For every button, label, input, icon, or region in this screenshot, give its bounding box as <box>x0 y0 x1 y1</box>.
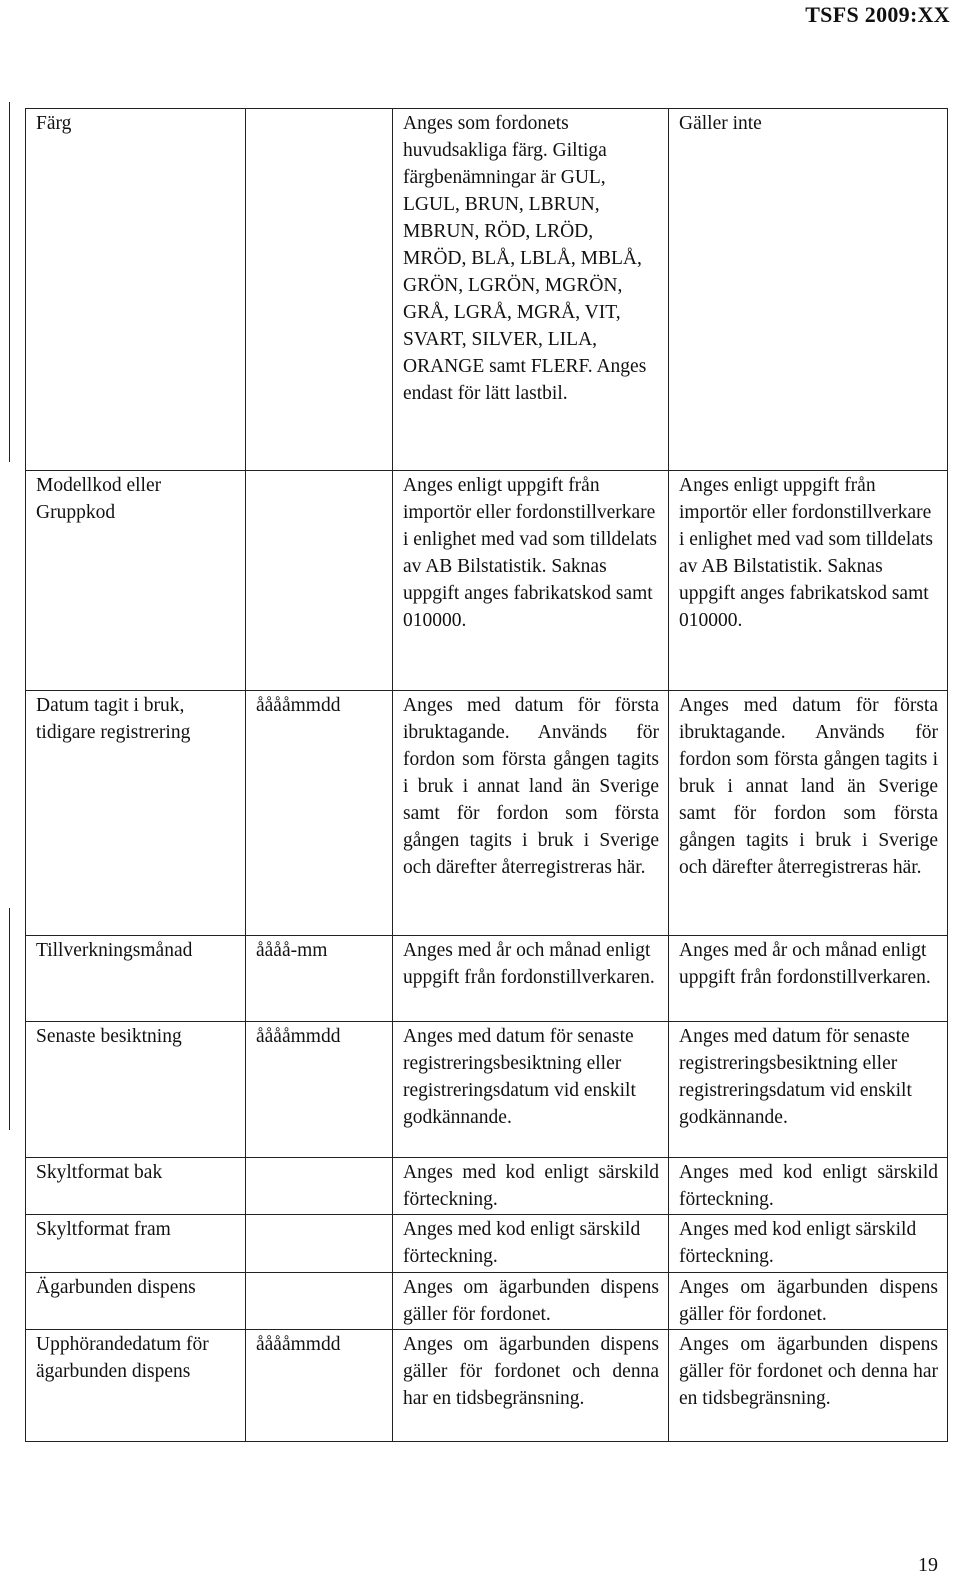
field-name-cell: Senaste besiktning <box>26 1022 246 1158</box>
spec-cell-a: Anges med kod enligt särskild förteckning. <box>393 1158 669 1215</box>
field-format-cell: ååååmmdd <box>246 691 393 936</box>
field-format-cell <box>246 1215 393 1273</box>
margin-change-bar <box>9 908 10 1130</box>
spec-cell-a: Anges enligt uppgift från importör eller fordonstillverkare i enlighet med vad som tilldelats av AB Bilstatistik. Saknas uppgift anges fabrikatskod samt 010000. <box>393 471 669 691</box>
field-format-cell <box>246 1273 393 1330</box>
field-name-cell: Ägarbunden dispens <box>26 1273 246 1330</box>
spec-cell-b: Anges enligt uppgift från importör eller fordonstillverkare i enlighet med vad som tilldelats av AB Bilstatistik. Saknas uppgift anges fabrikatskod samt 010000. <box>669 471 948 691</box>
spec-cell-b: Anges med kod enligt särskild förteckning. <box>669 1158 948 1215</box>
table-row <box>26 1022 948 1158</box>
field-format-cell: ååååmmdd <box>246 1022 393 1158</box>
table-row <box>26 1330 948 1442</box>
field-name-cell: Upphörandedatum för ägarbunden dispens <box>26 1330 246 1442</box>
spec-cell-a: Anges med datum för senaste registreringsbesiktning eller registreringsdatum vid enskilt godkännande. <box>393 1022 669 1158</box>
spec-cell-a: Anges med kod enligt särskild förteckning. <box>393 1215 669 1273</box>
spec-cell-b: Anges med kod enligt särskild förteckning. <box>669 1215 948 1273</box>
spec-cell-a: Anges om ägarbunden dispens gäller för fordonet. <box>393 1273 669 1330</box>
table-row <box>26 1215 948 1273</box>
field-format-cell <box>246 109 393 471</box>
margin-change-bar <box>9 102 10 462</box>
spec-cell-a: Anges med år och månad enligt uppgift från fordonstillverkaren. <box>393 936 669 1022</box>
spec-cell-a: Anges med datum för första ibruktagande. Används för fordon som första gången tagits i bruk i annat land än Sverige samt för fordon som första gången tagits i bruk i Sverige och därefter återregistreras här. <box>393 691 669 936</box>
field-name-cell: Skyltformat bak <box>26 1158 246 1215</box>
field-name-cell: Tillverkningsmånad <box>26 936 246 1022</box>
spec-cell-b: Anges om ägarbunden dispens gäller för fordonet. <box>669 1273 948 1330</box>
table-row <box>26 1273 948 1330</box>
field-format-cell <box>246 471 393 691</box>
spec-cell-b: Anges med datum för senaste registreringsbesiktning eller registreringsdatum vid enskilt godkännande. <box>669 1022 948 1158</box>
document-id: TSFS 2009:XX <box>805 2 950 27</box>
spec-cell-a: Anges om ägarbunden dispens gäller för fordonet och denna har en tidsbegränsning. <box>393 1330 669 1442</box>
field-name-cell: Färg <box>26 109 246 471</box>
table-row <box>26 471 948 691</box>
table-row <box>26 109 948 471</box>
spec-cell-b: Anges med år och månad enligt uppgift från fordonstillverkaren. <box>669 936 948 1022</box>
page-number: 19 <box>918 1554 938 1576</box>
field-name-cell: Skyltformat fram <box>26 1215 246 1273</box>
spec-cell-b: Anges om ägarbunden dispens gäller för fordonet och denna har en tidsbegränsning. <box>669 1330 948 1442</box>
field-format-cell: ååååmmdd <box>246 1330 393 1442</box>
spec-cell-b: Gäller inte <box>669 109 948 471</box>
field-spec-table <box>25 108 948 1442</box>
spec-cell-a: Anges som fordonets huvudsakliga färg. Giltiga färgbenämningar är GUL, LGUL, BRUN, LBRUN, MBRUN, RÖD, LRÖD, MRÖD, BLÅ, LBLÅ, MBLÅ, GRÖN, LGRÖN, MGRÖN, GRÅ, LGRÅ, MGRÅ, VIT, SVART, SILVER, LILA, ORANGE samt FLERF. Anges endast för lätt lastbil. <box>393 109 669 471</box>
field-name-cell: Modellkod eller Gruppkod <box>26 471 246 691</box>
table-row <box>26 936 948 1022</box>
table-row <box>26 691 948 936</box>
field-name-cell: Datum tagit i bruk, tidigare registrering <box>26 691 246 936</box>
table-row <box>26 1158 948 1215</box>
field-format-cell <box>246 1158 393 1215</box>
spec-cell-b: Anges med datum för första ibruktagande. Används för fordon som första gången tagits i bruk i annat land än Sverige samt för fordon som första gången tagits i bruk i Sverige och därefter återregistreras här. <box>669 691 948 936</box>
field-format-cell: åååå-mm <box>246 936 393 1022</box>
